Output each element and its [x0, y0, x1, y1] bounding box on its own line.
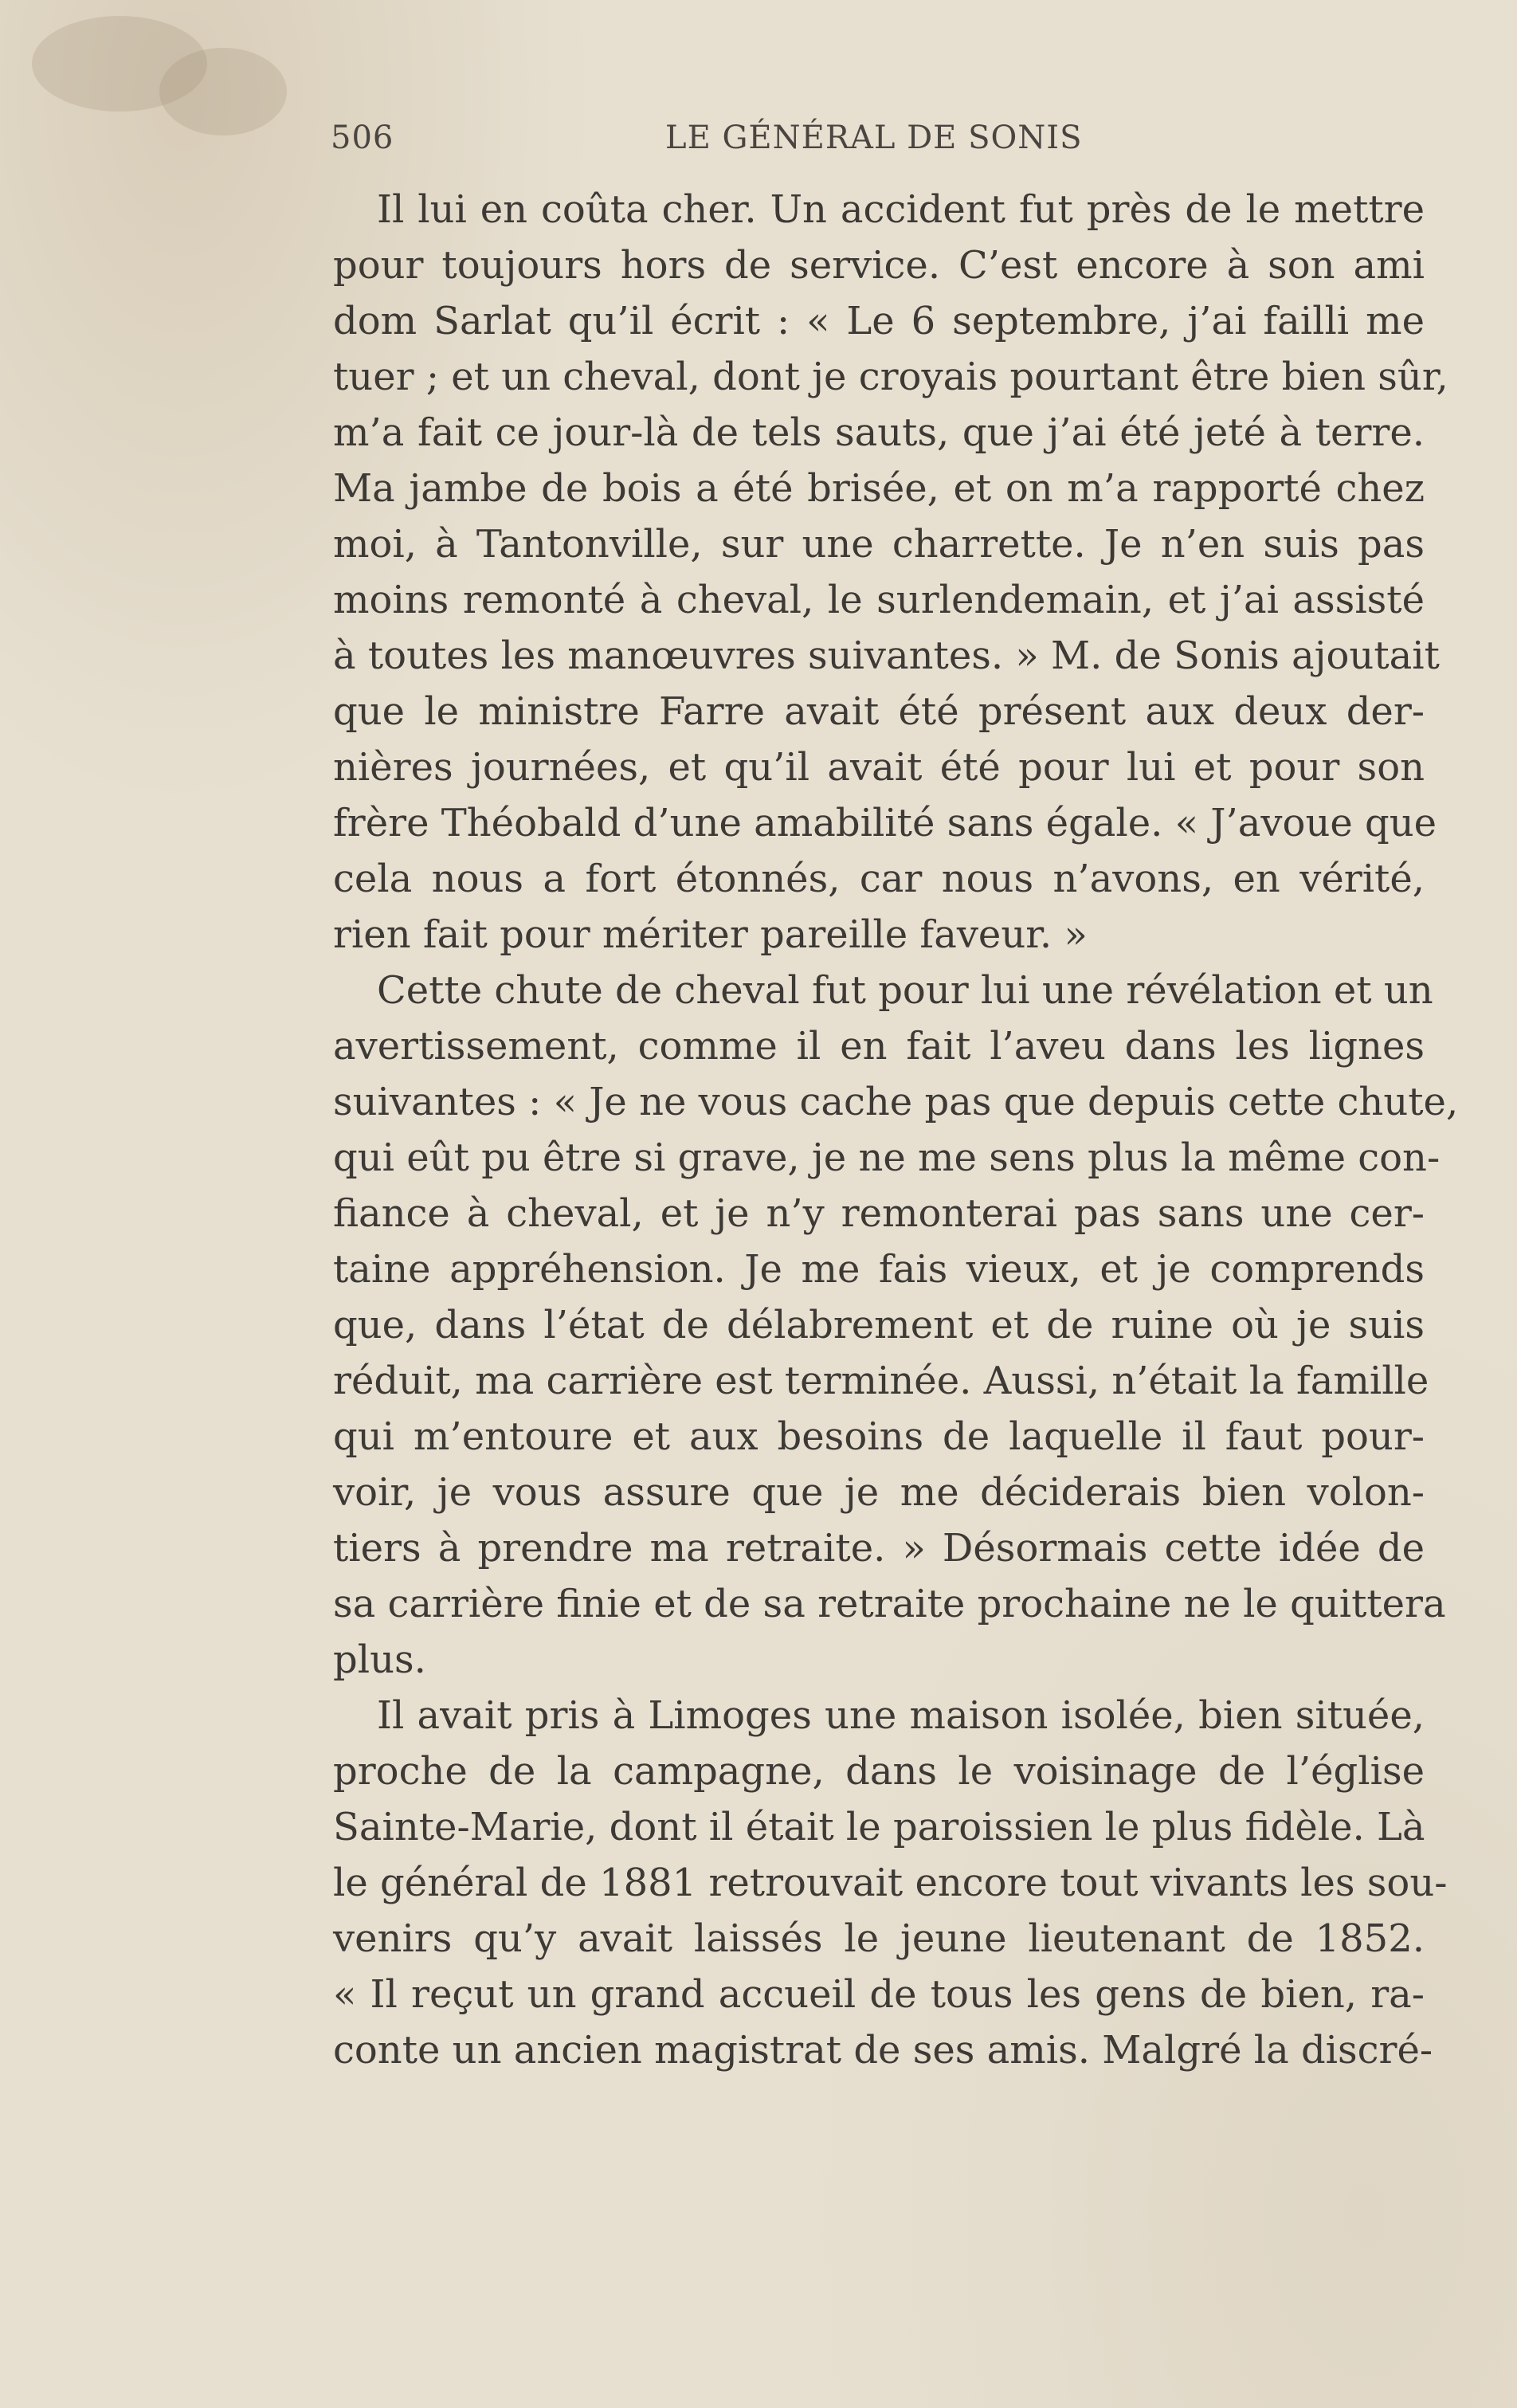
text-line: « Il reçut un grand accueil de tous les gens de bien, ra-: [333, 1972, 1425, 2017]
text-line: sa carrière finie et de sa retraite prochaine ne le quittera: [333, 1582, 1446, 1626]
text-line: que le ministre Farre avait été présent aux deux der-: [333, 689, 1425, 734]
text-line: Ma jambe de bois a été brisée, et on m’a rapporté chez: [333, 466, 1425, 511]
text-line: Il avait pris à Limoges une maison isolée, bien située,: [377, 1693, 1425, 1738]
text-line: Sainte-Marie, dont il était le paroissien le plus fidèle. Là: [333, 1805, 1425, 1849]
text-line: réduit, ma carrière est terminée. Aussi, n’était la famille: [333, 1359, 1429, 1403]
text-line: rien fait pour mériter pareille faveur. »: [333, 912, 1088, 957]
text-line: nières journées, et qu’il avait été pour lui et pour son: [333, 745, 1425, 790]
text-line: moi, à Tantonville, sur une charrette. Je n’en suis pas: [333, 522, 1425, 567]
text-line: frère Théobald d’une amabilité sans égale. « J’avoue que: [333, 801, 1437, 845]
text-line: Il lui en coûta cher. Un accident fut près de le mettre: [377, 187, 1425, 232]
text-line: suivantes : « Je ne vous cache pas que depuis cette chute,: [333, 1080, 1459, 1124]
text-line: voir, je vous assure que je me déciderais bien volon-: [333, 1470, 1425, 1515]
text-line: cela nous a fort étonnés, car nous n’avons, en vérité,: [333, 857, 1425, 901]
text-line: qui m’entoure et aux besoins de laquelle il faut pour-: [333, 1414, 1425, 1459]
text-line: proche de la campagne, dans le voisinage de l’église: [333, 1749, 1425, 1794]
text-line: taine appréhension. Je me fais vieux, et je comprends: [333, 1247, 1425, 1292]
text-line: Cette chute de cheval fut pour lui une révélation et un: [377, 968, 1433, 1013]
foxing-stain: [159, 48, 287, 135]
text-line: que, dans l’état de délabrement et de ruine où je suis: [333, 1303, 1425, 1347]
text-line: pour toujours hors de service. C’est encore à son ami: [333, 243, 1425, 288]
text-line: venirs qu’y avait laissés le jeune lieutenant de 1852.: [333, 1916, 1425, 1961]
text-line: plus.: [333, 1637, 426, 1682]
text-line: le général de 1881 retrouvait encore tout vivants les sou-: [333, 1861, 1448, 1905]
text-line: m’a fait ce jour-là de tels sauts, que j’ai été jeté à terre.: [333, 410, 1425, 455]
running-title: LE GÉNÉRAL DE SONIS: [665, 120, 1083, 156]
text-line: dom Sarlat qu’il écrit : « Le 6 septembre, j’ai failli me: [333, 299, 1425, 343]
page-header: [331, 120, 1430, 167]
page-number: 506: [331, 120, 394, 156]
text-line: moins remonté à cheval, le surlendemain, et j’ai assisté: [333, 578, 1425, 622]
text-line: qui eût pu être si grave, je ne me sens plus la même con-: [333, 1135, 1441, 1180]
text-line: fiance à cheval, et je n’y remonterai pas sans une cer-: [333, 1191, 1425, 1236]
text-line: tiers à prendre ma retraite. » Désormais cette idée de: [333, 1526, 1425, 1571]
text-line: à toutes les manœuvres suivantes. » M. de Sonis ajoutait: [333, 633, 1440, 678]
text-line: conte un ancien magistrat de ses amis. Malgré la discré-: [333, 2028, 1433, 2073]
body-text: [333, 182, 1459, 2078]
text-line: avertissement, comme il en fait l’aveu dans les lignes: [333, 1024, 1425, 1069]
text-line: tuer ; et un cheval, dont je croyais pourtant être bien sûr,: [333, 355, 1448, 399]
